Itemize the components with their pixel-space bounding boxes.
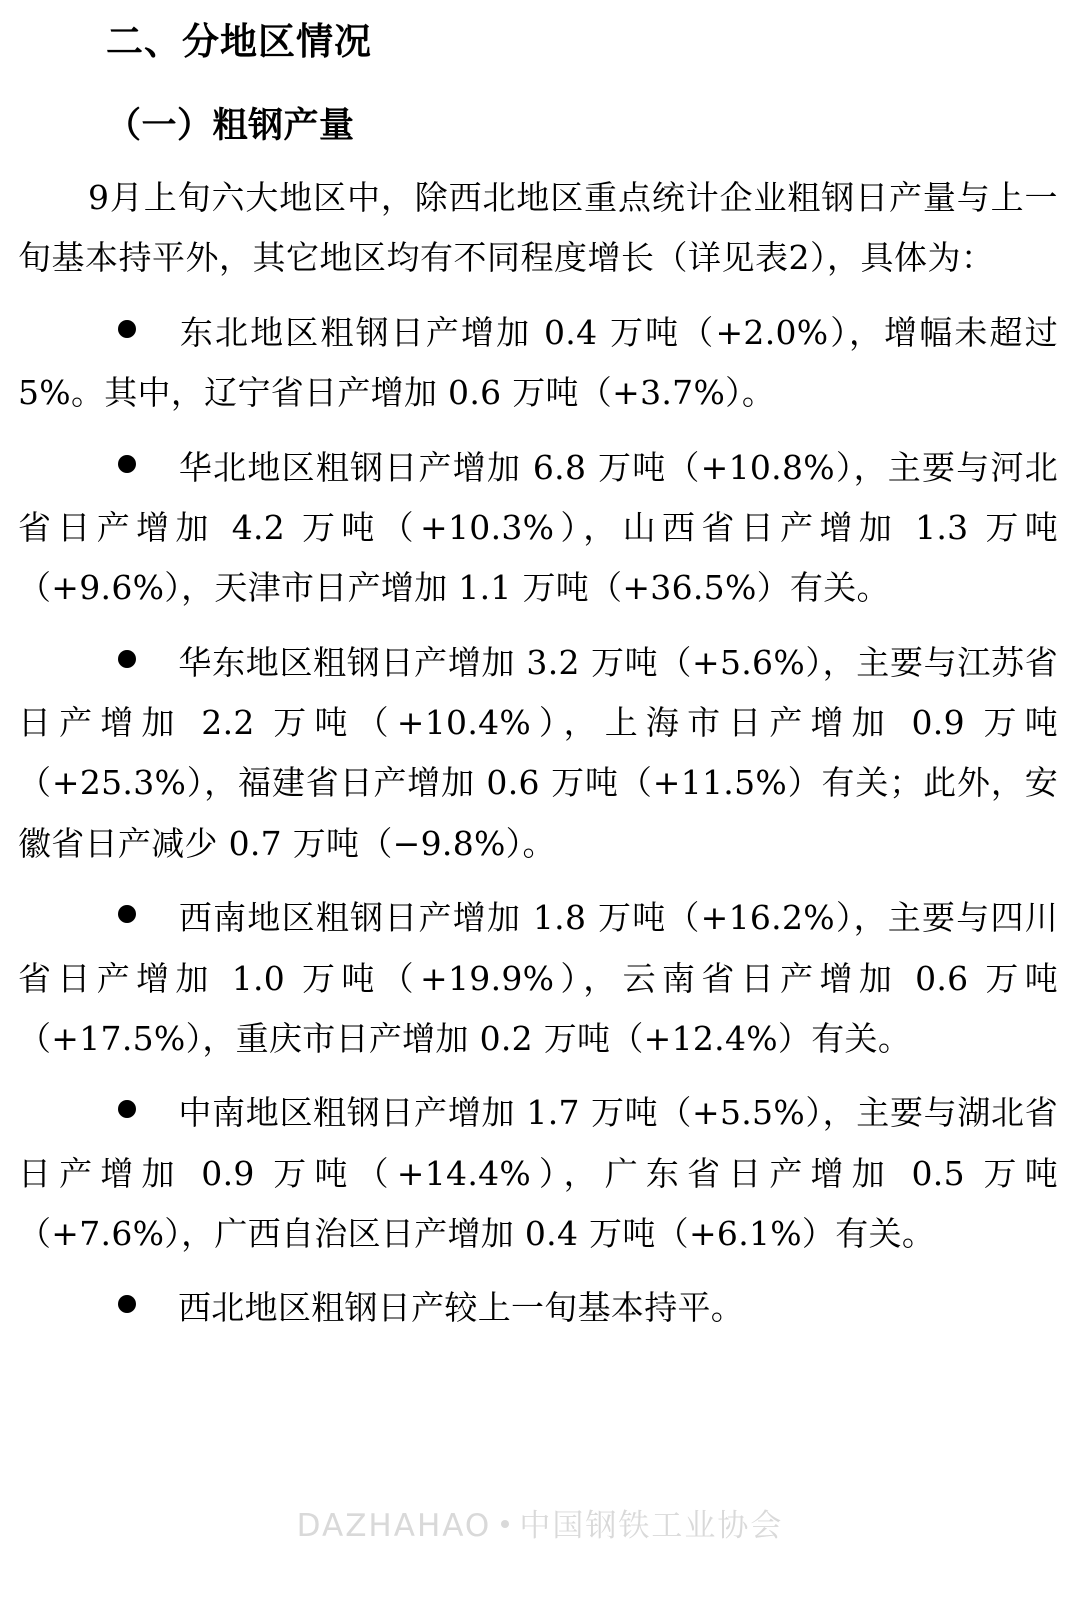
intro-paragraph: 9月上旬六大地区中，除西北地区重点统计企业粗钢日产量与上一旬基本持平外，其它地区均有不同程度增长（详见表2），具体为：: [18, 178, 1058, 278]
list-item-text: 西南地区粗钢日产增加 1.8 万吨（+16.2%），主要与四川省日产增加 1.0 万吨（+19.9%），云南省日产增加 0.6 万吨（+17.5%），重庆市日产增加 0.2 万吨（+12.4%）有关。: [18, 898, 1058, 1058]
document-content: [18, 0, 1058, 1339]
list-item: [18, 438, 1058, 619]
list-item: [18, 303, 1058, 424]
list-item-text: 东北地区粗钢日产增加 0.4 万吨（+2.0%），增幅未超过 5%。其中，辽宁省日产增加 0.6 万吨（+3.7%）。: [18, 312, 1058, 413]
list-item: [18, 633, 1058, 875]
watermark-dot-icon: [501, 1520, 509, 1528]
watermark-suffix: 中国钢铁工业协会: [519, 1508, 784, 1544]
list-item: [18, 1278, 1058, 1338]
watermark: [0, 1500, 1080, 1545]
list-item-text: 华东地区粗钢日产增加 3.2 万吨（+5.6%），主要与江苏省日产增加 2.2 万吨（+10.4%），上海市日产增加 0.9 万吨（+25.3%），福建省日产增加 0.6 万吨（+11.5%）有关；此外，安徽省日产减少 0.7 万吨（−9.8%）。: [18, 642, 1058, 863]
bullet-dot-icon: [118, 1100, 136, 1118]
page-title: 二、分地区情况: [106, 20, 372, 63]
bullet-dot-icon: [118, 650, 136, 668]
list-item-text: 西北地区粗钢日产较上一旬基本持平。: [178, 1288, 745, 1328]
bullet-dot-icon: [118, 905, 136, 923]
bullet-dot-icon: [118, 1295, 136, 1313]
list-item: [18, 888, 1058, 1069]
list-item: [18, 1083, 1058, 1264]
list-item-text: 华北地区粗钢日产增加 6.8 万吨（+10.8%），主要与河北省日产增加 4.2 万吨（+10.3%），山西省日产增加 1.3 万吨（+9.6%），天津市日产增加 1.1 万吨（+36.5%）有关。: [18, 447, 1058, 608]
bullet-dot-icon: [118, 455, 136, 473]
bullet-dot-icon: [118, 320, 136, 338]
watermark-prefix: DAZHAHAO: [296, 1508, 492, 1544]
bullet-list: [18, 303, 1058, 1339]
list-item-text: 中南地区粗钢日产增加 1.7 万吨（+5.5%），主要与湖北省日产增加 0.9 万吨（+14.4%），广东省日产增加 0.5 万吨（+7.6%），广西自治区日产增加 0.4 万吨（+6.1%）有关。: [18, 1093, 1058, 1253]
subsection-title: （一）粗钢产量: [106, 105, 355, 146]
